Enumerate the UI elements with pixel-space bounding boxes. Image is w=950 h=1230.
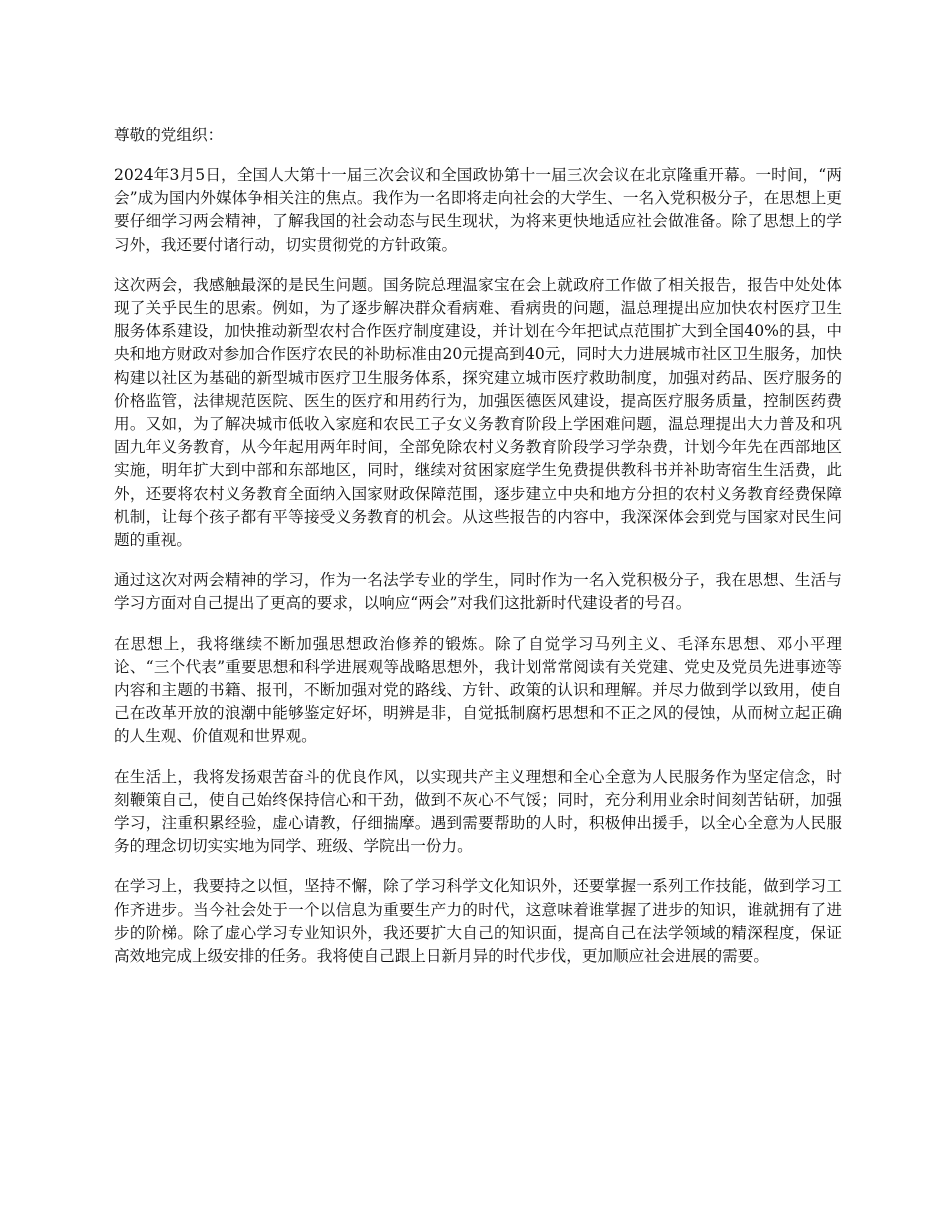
paragraph-ideology: 在思想上，我将继续不断加强思想政治修养的锻炼。除了自觉学习马列主义、毛泽东思想、邓小平理论、“三个代表”重要思想和科学进展观等战略思想外，我计划常常阅读有关党建、党史及党员先进事迹等内容和主题的书籍、报刊，不断加强对党的路线、方针、政策的认识和理解。并尽力做到学以致用，使自己在改革开放的浪潮中能够鉴定好坏，明辨是非，自觉抵制腐朽思想和不正之风的侵蚀，从而树立起正确的人生观、价值观和世界观。: [114, 634, 842, 746]
paragraph-life: 在生活上，我将发扬艰苦奋斗的优良作风，以实现共产主义理想和全心全意为人民服务作为坚定信念，时刻鞭策自己，使自己始终保持信心和干劲，做到不灰心不气馁；同时，充分利用业余时间刻苦钻研，加强学习，注重积累经验，虚心请教，仔细揣摩。遇到需要帮助的人时，积极伸出援手，以全心全意为人民服务的理念切切实实地为同学、班级、学院出一份力。: [114, 767, 842, 856]
document-page: [114, 124, 842, 985]
paragraph-livelihood: 这次两会，我感触最深的是民生问题。国务院总理温家宝在会上就政府工作做了相关报告，报告中处处体现了关乎民生的思索。例如，为了逐步解决群众看病难、看病贵的问题，温总理提出应加快农村医疗卫生服务体系建设，加快推动新型农村合作医疗制度建设，并计划在今年把试点范围扩大到全国40%的县，中央和地方财政对参加合作医疗农民的补助标准由20元提高到40元，同时大力进展城市社区卫生服务，加快构建以社区为基础的新型城市医疗卫生服务体系，探究建立城市医疗救助制度，加强对药品、医疗服务的价格监管，法律规范医院、医生的医疗和用药行为，加强医德医风建设，提高医疗服务质量，控制医药费用。又如，为了解决城市低收入家庭和农民工子女义务教育阶段上学困难问题，温总理提出大力普及和巩固九年义务教育，从今年起用两年时间，全部免除农村义务教育阶段学习学杂费，计划今年先在西部地区实施，明年扩大到中部和东部地区，同时，继续对贫困家庭学生免费提供教科书并补助寄宿生生活费，此外，还要将农村义务教育全面纳入国家财政保障范围，逐步建立中央和地方分担的农村义务教育经费保障机制，让每个孩子都有平等接受义务教育的机会。从这些报告的内容中，我深深体会到党与国家对民生问题的重视。: [114, 275, 842, 550]
paragraph-requirements: 通过这次对两会精神的学习，作为一名法学专业的学生，同时作为一名入党积极分子，我在思想、生活与学习方面对自己提出了更高的要求，以响应“两会”对我们这批新时代建设者的号召。: [114, 571, 842, 613]
paragraph-intro: 2024年3月5日，全国人大第十一届三次会议和全国政协第十一届三次会议在北京隆重开幕。一时间，“两会”成为国内外媒体争相关注的焦点。我作为一名即将走向社会的大学生、一名入党积极分子，在思想上更要仔细学习两会精神，了解我国的社会动态与民生现状，为将来更快地适应社会做准备。除了思想上的学习外，我还要付诸行动，切实贯彻党的方针政策。: [114, 166, 842, 254]
paragraph-study: 在学习上，我要持之以恒，坚持不懈，除了学习科学文化知识外，还要掌握一系列工作技能，做到学习工作齐进步。当今社会处于一个以信息为重要生产力的时代，这意味着谁掌握了进步的知识，谁就拥有了进步的阶梯。除了虚心学习专业知识外，我还要扩大自己的知识面，提高自己在法学领域的精深程度，保证高效地完成上级安排的任务。我将使自己跟上日新月异的时代步伐，更加顺应社会进展的需要。: [114, 877, 842, 966]
salutation: 尊敬的党组织：: [114, 126, 224, 144]
